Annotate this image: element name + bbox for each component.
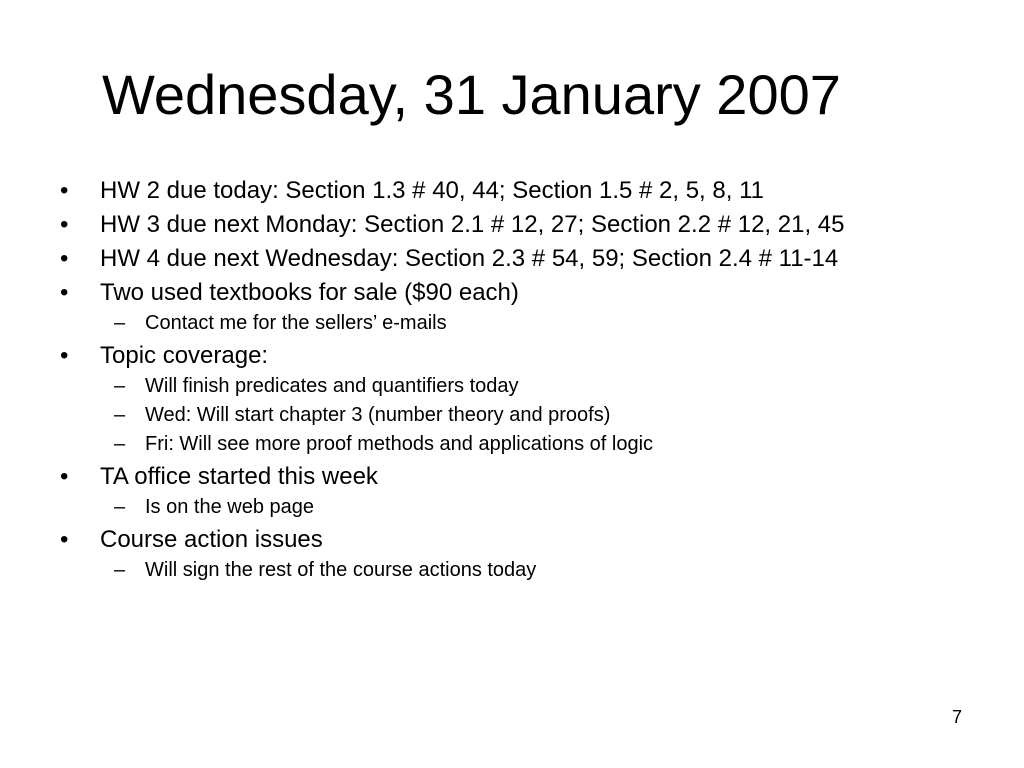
bullet-item <box>58 342 978 369</box>
bullet-text: HW 3 due next Monday: Section 2.1 # 12, 27; Section 2.2 # 12, 21, 45 <box>100 211 845 238</box>
bullet-text: HW 2 due today: Section 1.3 # 40, 44; Section 1.5 # 2, 5, 8, 11 <box>100 177 764 204</box>
bullet-text: HW 4 due next Wednesday: Section 2.3 # 54, 59; Section 2.4 # 11-14 <box>100 245 839 272</box>
sub-bullet-text: Will finish predicates and quantifiers today <box>145 375 519 397</box>
bullet-item <box>58 279 978 306</box>
dash-icon: – <box>114 496 126 518</box>
sub-bullet-item <box>58 495 978 519</box>
bullet-item <box>58 177 978 204</box>
sub-bullet-text: Fri: Will see more proof methods and applications of logic <box>145 433 654 455</box>
sub-bullet-item <box>58 432 978 456</box>
bullet-item <box>58 211 978 238</box>
sub-bullet-item <box>58 558 978 582</box>
bullet-text: Two used textbooks for sale ($90 each) <box>100 279 519 306</box>
page-number: 7 <box>951 707 962 727</box>
bullet-icon: • <box>60 342 69 369</box>
bullet-item <box>58 526 978 553</box>
bullet-item <box>58 463 978 490</box>
dash-icon: – <box>114 559 126 581</box>
sub-bullet-item <box>58 374 978 398</box>
bullet-icon: • <box>60 526 69 553</box>
sub-bullet-text: Wed: Will start chapter 3 (number theory and proofs) <box>145 404 611 426</box>
bullet-icon: • <box>60 177 69 204</box>
sub-bullet-text: Will sign the rest of the course actions today <box>145 559 537 581</box>
sub-bullet-item <box>58 311 978 335</box>
bullet-icon: • <box>60 463 69 490</box>
bullet-icon: • <box>60 279 69 306</box>
dash-icon: – <box>114 375 126 397</box>
sub-bullet-text: Is on the web page <box>145 496 315 518</box>
bullet-text: Course action issues <box>100 526 323 553</box>
bullet-item <box>58 245 978 272</box>
dash-icon: – <box>114 312 126 334</box>
sub-bullet-item <box>58 403 978 427</box>
dash-icon: – <box>114 433 126 455</box>
bullet-list <box>58 177 978 589</box>
bullet-icon: • <box>60 245 69 272</box>
sub-bullet-text: Contact me for the sellers’ e-mails <box>145 312 447 334</box>
bullet-icon: • <box>60 211 69 238</box>
bullet-text: Topic coverage: <box>100 342 269 369</box>
dash-icon: – <box>114 404 126 426</box>
slide-title: Wednesday, 31 January 2007 <box>102 63 841 126</box>
bullet-text: TA office started this week <box>100 463 378 490</box>
